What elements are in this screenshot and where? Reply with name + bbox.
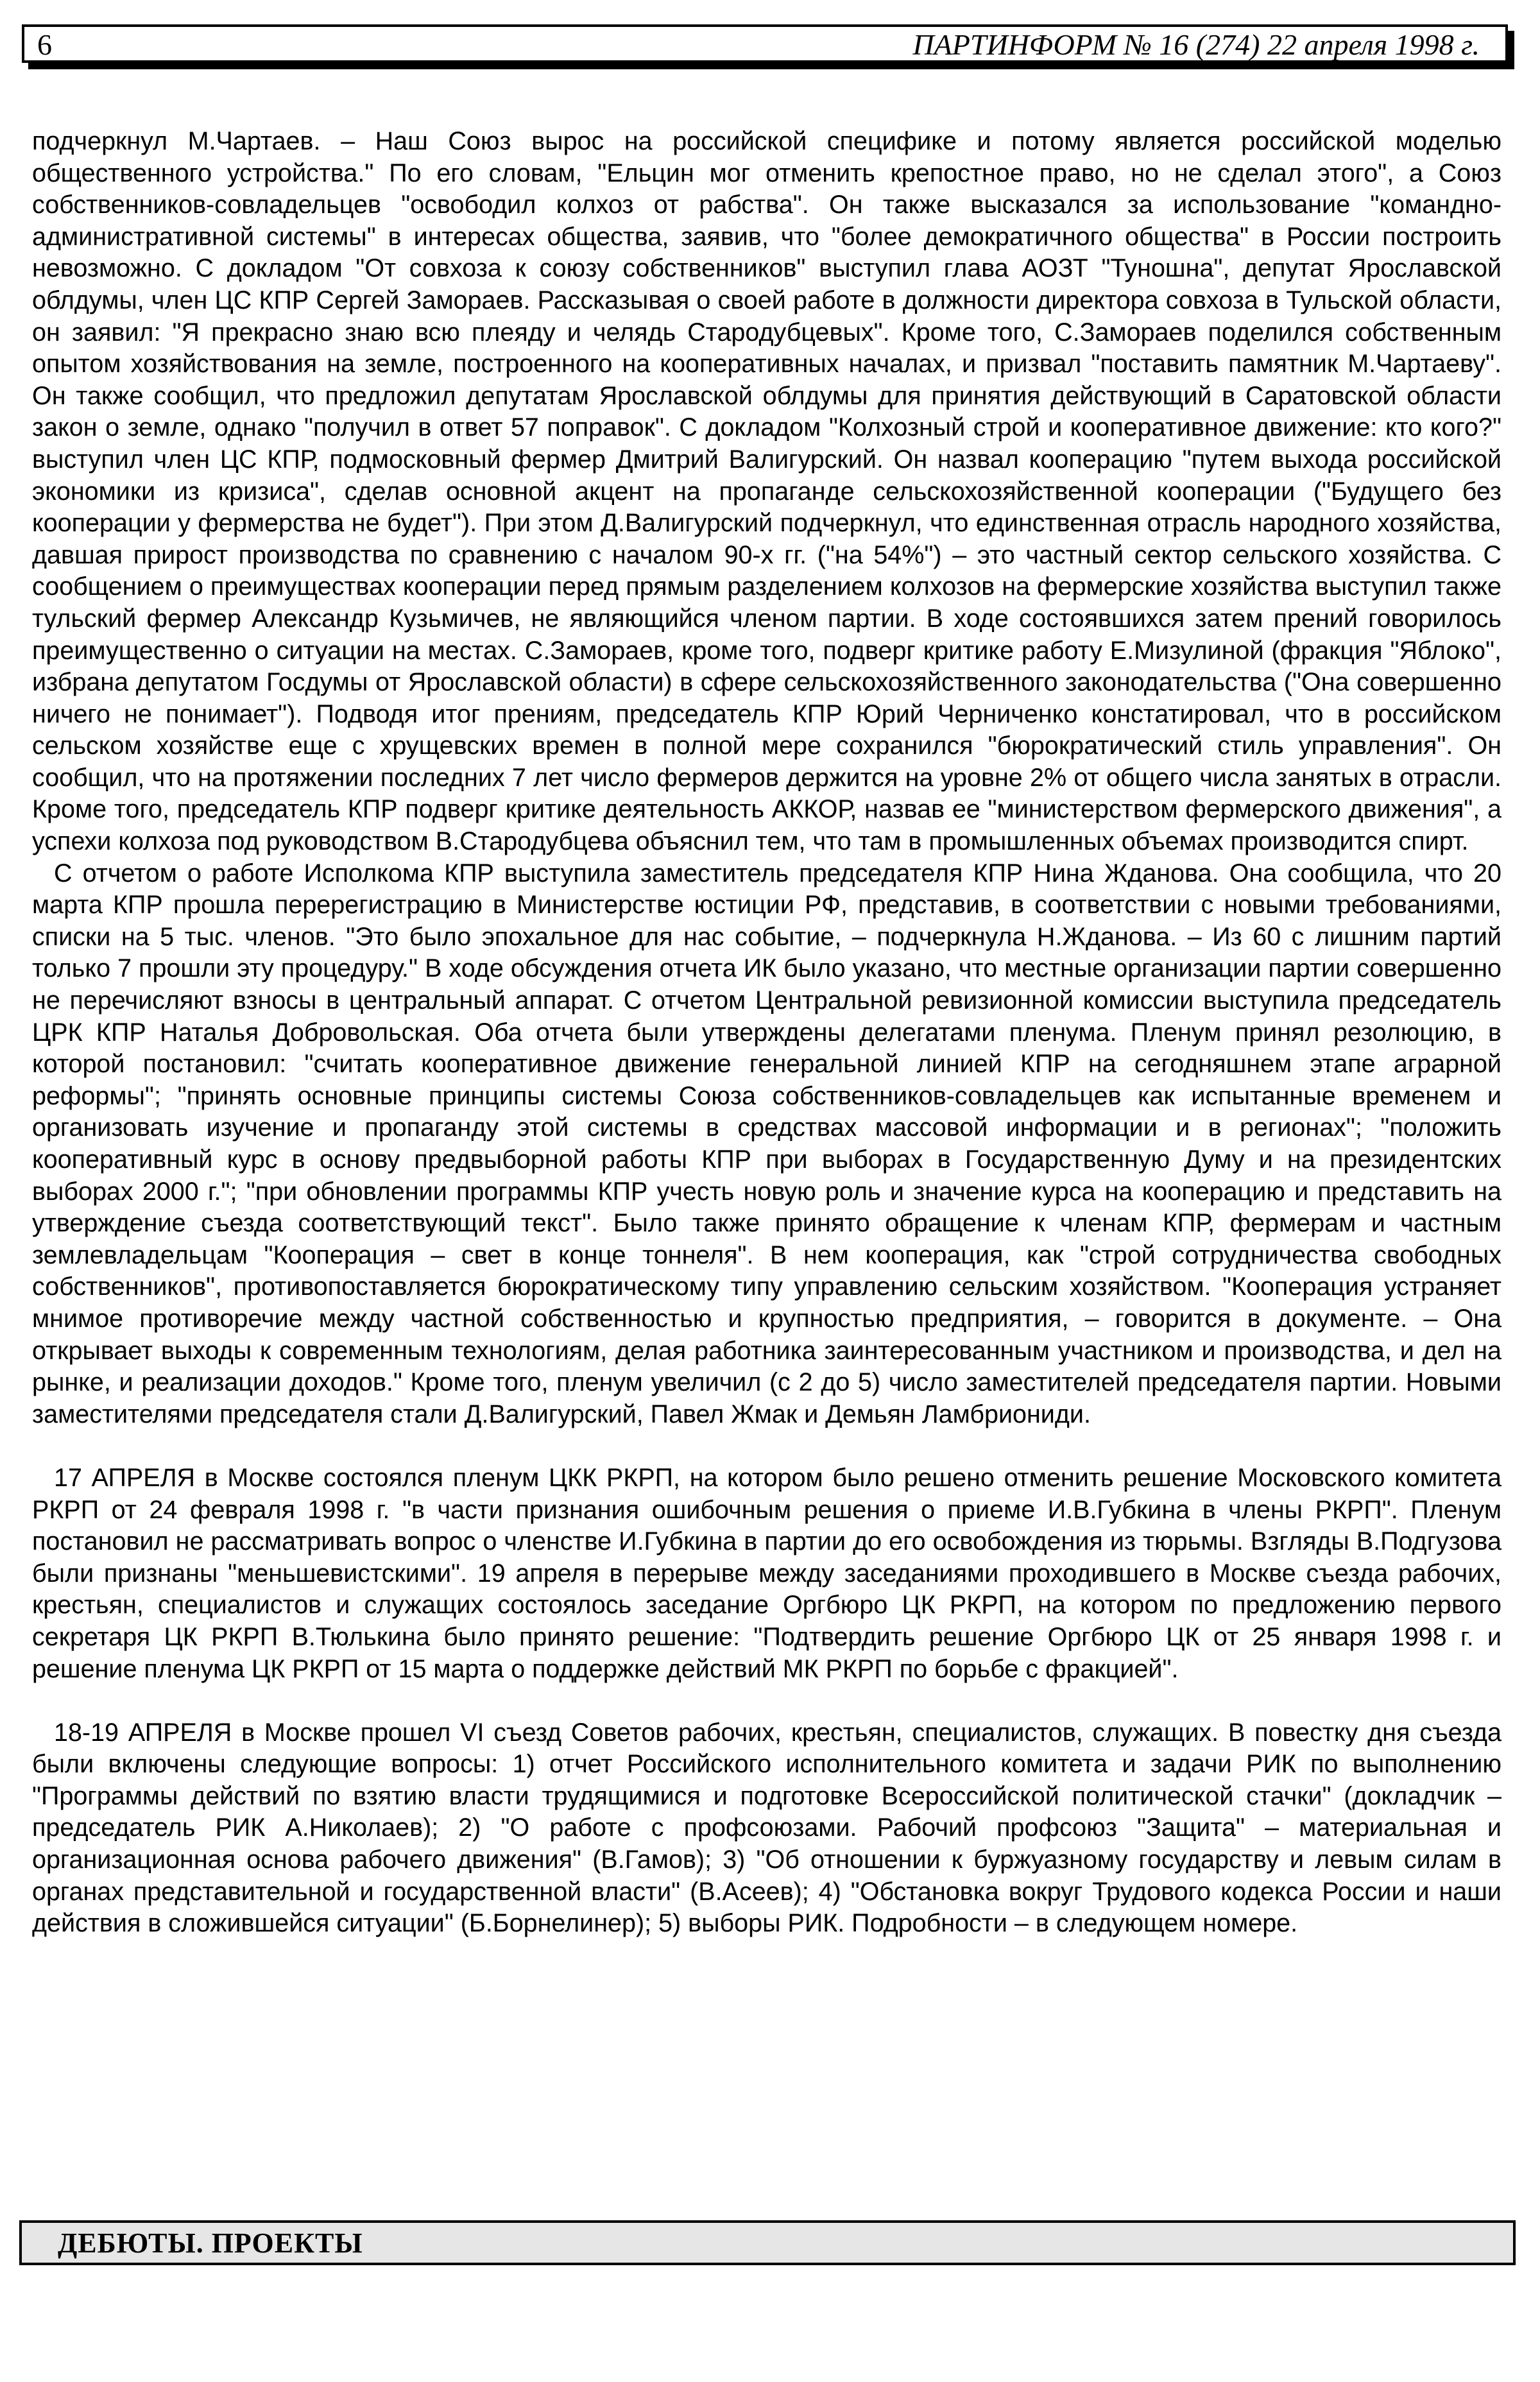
article-body (32, 126, 1502, 1940)
page-number: 6 (37, 28, 52, 61)
paragraph-soviets-congress: 18-19 АПРЕЛЯ в Москве прошел VI съезд Советов рабочих, крестьян, специалистов, служащих. В повестку дня съезда были включены следующие вопросы: 1) отчет Российского исполнительного комитета и задачи РИК по выполнению "Программы действий по взятию власти трудящимися и подготовке Всероссийской политической стачки" (докладчик – председатель РИК А.Николаев); 2) "О работе с профсоюзами. Рабочий профсоюз "Защита" – материальная и организационная основа рабочего движения" (В.Гамов); 3) "Об отношении к буржуазному государству и левым силам в органах представительной и государственной власти" (В.Асеев); 4) "Обстановка вокруг Трудового кодекса России и наши действия в сложившейся ситуации" (Б.Борнелинер); 5) выборы РИК. Подробности – в следующем номере. (32, 1718, 1502, 1938)
issue-title: ПАРТИНФОРМ № 16 (274) 22 апреля 1998 г. (912, 28, 1480, 61)
section-heading: ДЕБЮТЫ. ПРОЕКТЫ (58, 2227, 363, 2259)
paragraph-rkrp-plenum: 17 АПРЕЛЯ в Москве состоялся пленум ЦКК РКРП, на котором было решено отменить решение Московского комитета РКРП от 24 февраля 1998 г. "в части признания ошибочным решения о приеме И.В.Губкина в члены РКРП". Пленум постановил не рассматривать вопрос о членстве И.Губкина в партии до его освобождения из тюрьмы. Взгляды В.Подгузова были признаны "меньшевистскими". 19 апреля в перерыве между заседаниями проходившего в Москве съезда рабочих, крестьян, специалистов и служащих состоялось заседание Оргбюро ЦК РКРП, на котором по предложению первого секретаря ЦК РКРП В.Тюлькина было принято решение: "Подтвердить решение Оргбюро ЦК от 25 января 1998 г. и решение пленума ЦК РКРП от 15 марта о поддержке действий МК РКРП по борьбе с фракцией". (32, 1463, 1502, 1683)
paragraph-continued: подчеркнул М.Чартаев. – Наш Союз вырос на российской специфике и потому является российской моделью общественного устройства." По его словам, "Ельцин мог отменить крепостное право, но не сделал этого", а Союз собственников-совладельцев "освободил колхоз от рабства". Он также высказался за использование "командно-административной системы" в интересах общества, заявив, что "более демократичного общества" в России построить невозможно. С докладом "От совхоза к союзу собственников" выступил глава АОЗТ "Туношна", депутат Ярославской облдумы, член ЦС КПР Сергей Замораев. Рассказывая о своей работе в должности директора совхоза в Тульской области, он заявил: "Я прекрасно знаю всю плеяду и челядь Стародубцевых". Кроме того, С.Замораев поделился собственным опытом хозяйствования на земле, построенного на кооперативных началах, и призвал "поставить памятник М.Чартаеву". Он также сообщил, что предложил депутатам Ярославской облдумы для принятия действующий в Саратовской области закон о земле, однако "получил в ответ 57 поправок". С докладом "Колхозный строй и кооперативное движение: кто кого?" выступил член ЦС КПР, подмосковный фермер Дмитрий Валигурский. Он назвал кооперацию "путем выхода российской экономики из кризиса", сделав основной акцент на пропаганде сельскохозяйственной кооперации ("Будущего без кооперации у фермерства не будет"). При этом Д.Валигурский подчеркнул, что единственная отрасль народного хозяйства, давшая прирост производства по сравнению с началом 90-х гг. ("на 54%") – это частный сектор сельского хозяйства. С сообщением о преимуществах кооперации перед прямым разделением колхозов на фермерские хозяйства выступил также тульский фермер Александр Кузьмичев, не являющийся членом партии. В ходе состоявшихся затем прений говорилось преимущественно о ситуации на местах. С.Замораев, кроме того, подверг критике работу Е.Мизулиной (фракция "Яблоко", избрана депутатом Госдумы от Ярославской области) в сфере сельскохозяйственного законодательства ("Она совершенно ничего не понимает"). Подводя итог прениям, председатель КПР Юрий Черниченко констатировал, что в российском сельском хозяйстве еще с хрущевских времен в полной мере сохранился "бюрократический стиль управления". Он сообщил, что на протяжении последних 7 лет число фермеров держится на уровне 2% от общего числа занятых в отрасли. Кроме того, председатель КПР подверг критике деятельность АККОР, назвав ее "министерством фермерского движения", а успехи колхоза под руководством В.Стародубцева объяснил тем, что там в промышленных объемах производится спирт. (32, 127, 1502, 856)
paragraph-kpr-report: С отчетом о работе Исполкома КПР выступила заместитель председателя КПР Нина Жданова. Она сообщила, что 20 марта КПР прошла перерегистрацию в Министерстве юстиции РФ, представив, в соответствии с новыми требованиями, списки на 5 тыс. членов. "Это было эпохальное для нас событие, – подчеркнула Н.Жданова. – Из 60 с лишним партий только 7 прошли эту процедуру." В ходе обсуждения отчета ИК было указано, что местные организации партии совершенно не перечисляют взносы в центральный аппарат. С отчетом Центральной ревизионной комиссии выступила председатель ЦРК КПР Наталья Добровольская. Оба отчета были утверждены делегатами пленума. Пленум принял резолюцию, в которой постановил: "считать кооперативное движение генеральной линией КПР на сегодняшнем этапе аграрной реформы"; "принять основные принципы системы Союза собственников-совладельцев как испытанные временем и организовать изучение и пропаганду этой системы в средствах массовой информации и в регионах"; "положить кооперативный курс в основу предвыборной работы КПР при выборах в Государственную Думу и на президентских выборах 2000 г."; "при обновлении программы КПР учесть новую роль и значение курса на кооперацию и представить на утверждение съезда соответствующий текст". Было также принято обращение к членам КПР, фермерам и частным землевладельцам "Кооперация – свет в конце тоннеля". В нем кооперация, как "строй сотрудничества свободных собственников", противопоставляется бюрократическому типу управлению сельским хозяйством. "Кооперация устраняет мнимое противоречие между частной собственностью и крупностью предприятия, – говорится в документе. – Она открывает выходы к современным технологиям, делая работника заинтересованным участником и производства, и дел на рынке, и реализации доходов." Кроме того, пленум увеличил (с 2 до 5) число заместителей председателя партии. Новыми заместителями председателя стали Д.Валигурский, Павел Жмак и Демьян Ламбриониди. (32, 859, 1502, 1428)
section-heading-bar (19, 2220, 1516, 2265)
page-header (22, 24, 1508, 63)
